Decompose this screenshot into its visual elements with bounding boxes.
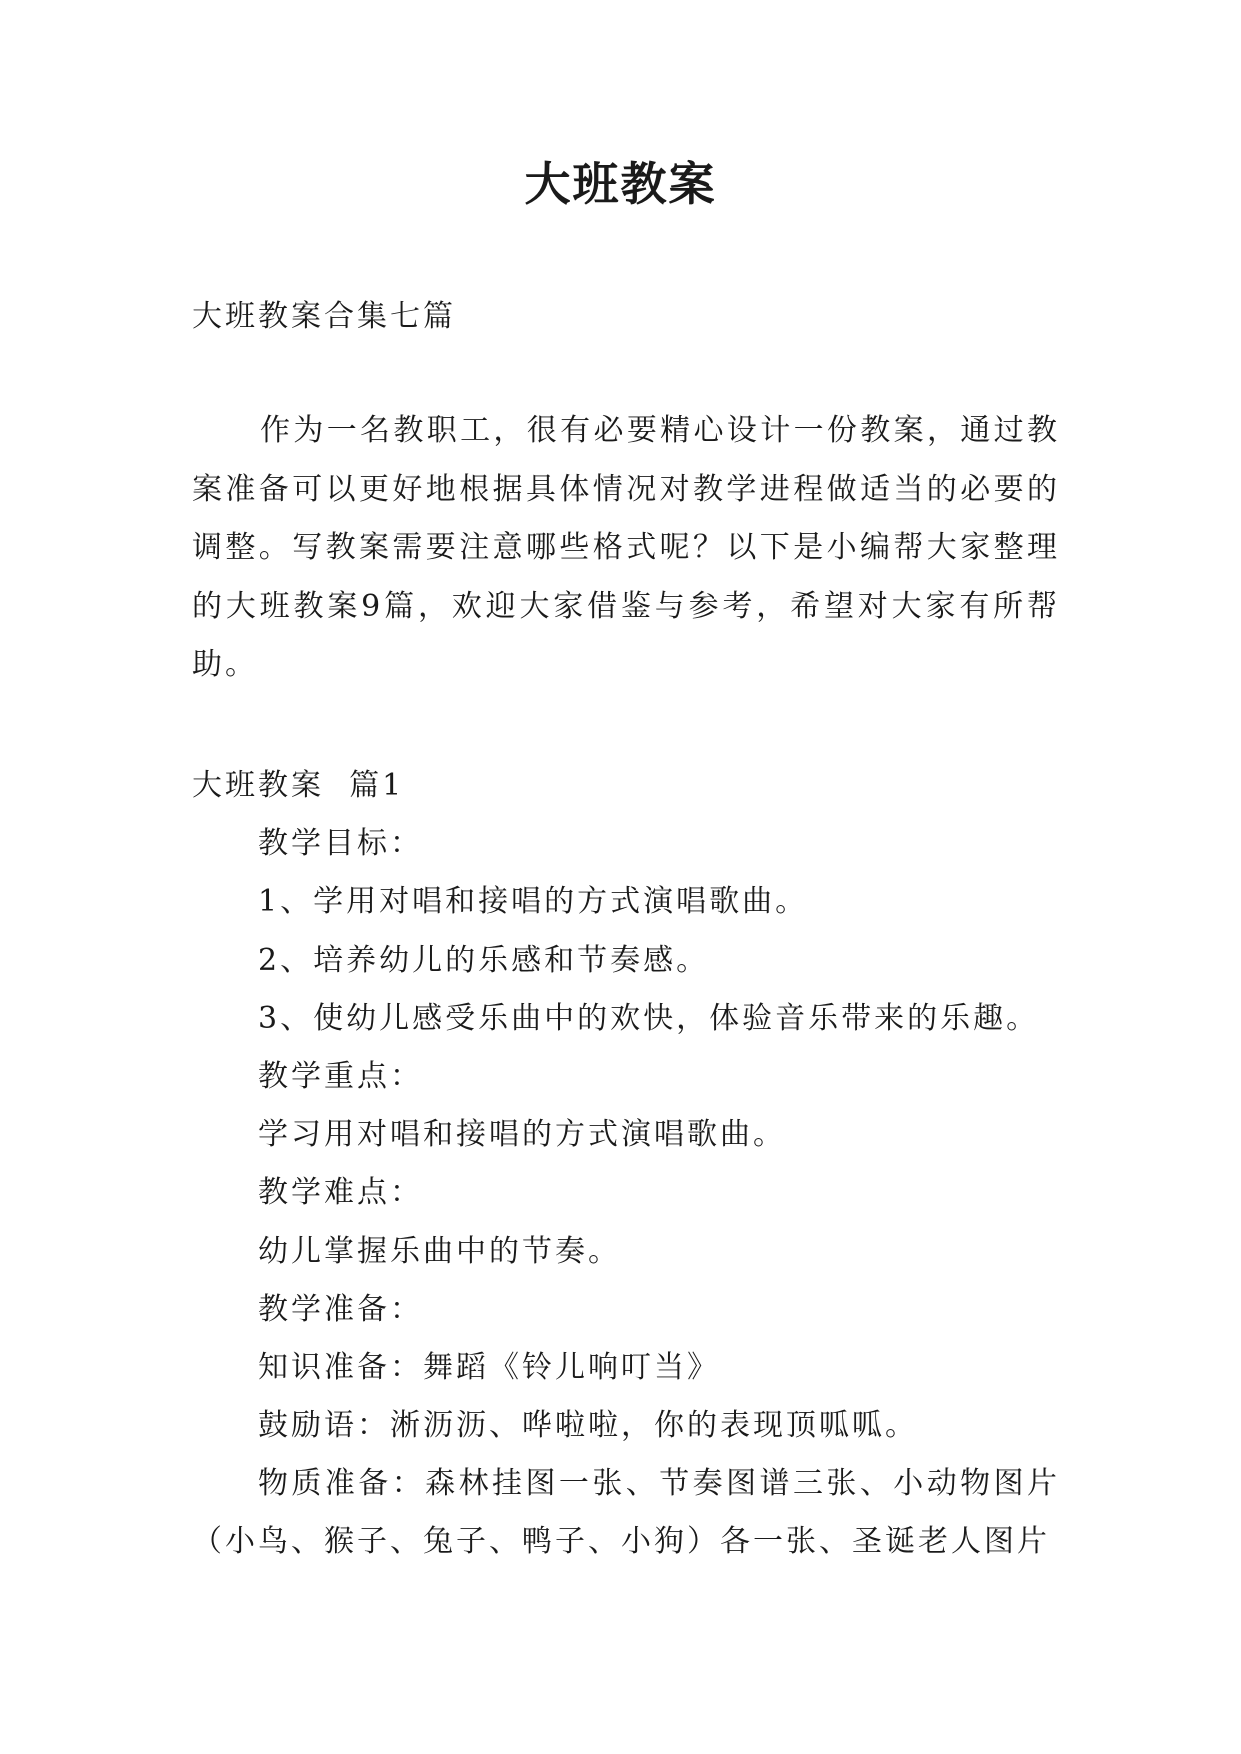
- teaching-prep-label: 教学准备：: [258, 1291, 423, 1327]
- document-title: 大班教案: [524, 157, 717, 211]
- teaching-focus-label: 教学重点：: [258, 1058, 423, 1094]
- teaching-focus-text: 学习用对唱和接唱的方式演唱歌曲。: [258, 1117, 786, 1153]
- goal-item-2: 2、培养幼儿的乐感和节奏感。: [258, 942, 710, 978]
- goal-item-1: 1、学用对唱和接唱的方式演唱歌曲。: [258, 884, 809, 920]
- teaching-goals-label: 教学目标：: [258, 826, 423, 862]
- encouragement-text: 鼓励语：淅沥沥、哗啦啦，你的表现顶呱呱。: [258, 1408, 918, 1444]
- knowledge-prep-text: 知识准备：舞蹈《铃儿响叮当》: [258, 1349, 720, 1385]
- goal-item-3: 3、使幼儿感受乐曲中的欢快，体验音乐带来的乐趣。: [258, 1000, 1040, 1036]
- material-prep-text: 物质准备：森林挂图一张、节奏图谱三张、小动物图片（小鸟、猴子、兔子、鸭子、小狗）各一张、圣诞老人图片: [192, 1466, 1060, 1560]
- teaching-difficulty-text: 幼儿掌握乐曲中的节奏。: [258, 1233, 621, 1269]
- section-heading: 大班教案 篇1: [192, 768, 405, 803]
- teaching-difficulty-label: 教学难点：: [258, 1175, 423, 1211]
- document-subtitle: 大班教案合集七篇: [192, 299, 456, 334]
- intro-paragraph: 作为一名教职工，很有必要精心设计一份教案，通过教案准备可以更好地根据具体情况对教学进程做适当的必要的调整。写教案需要注意哪些格式呢？以下是小编帮大家整理的大班教案9篇，欢迎大家借鉴与参考，希望对大家有所帮助。: [192, 413, 1060, 682]
- section-1: [192, 757, 1060, 1572]
